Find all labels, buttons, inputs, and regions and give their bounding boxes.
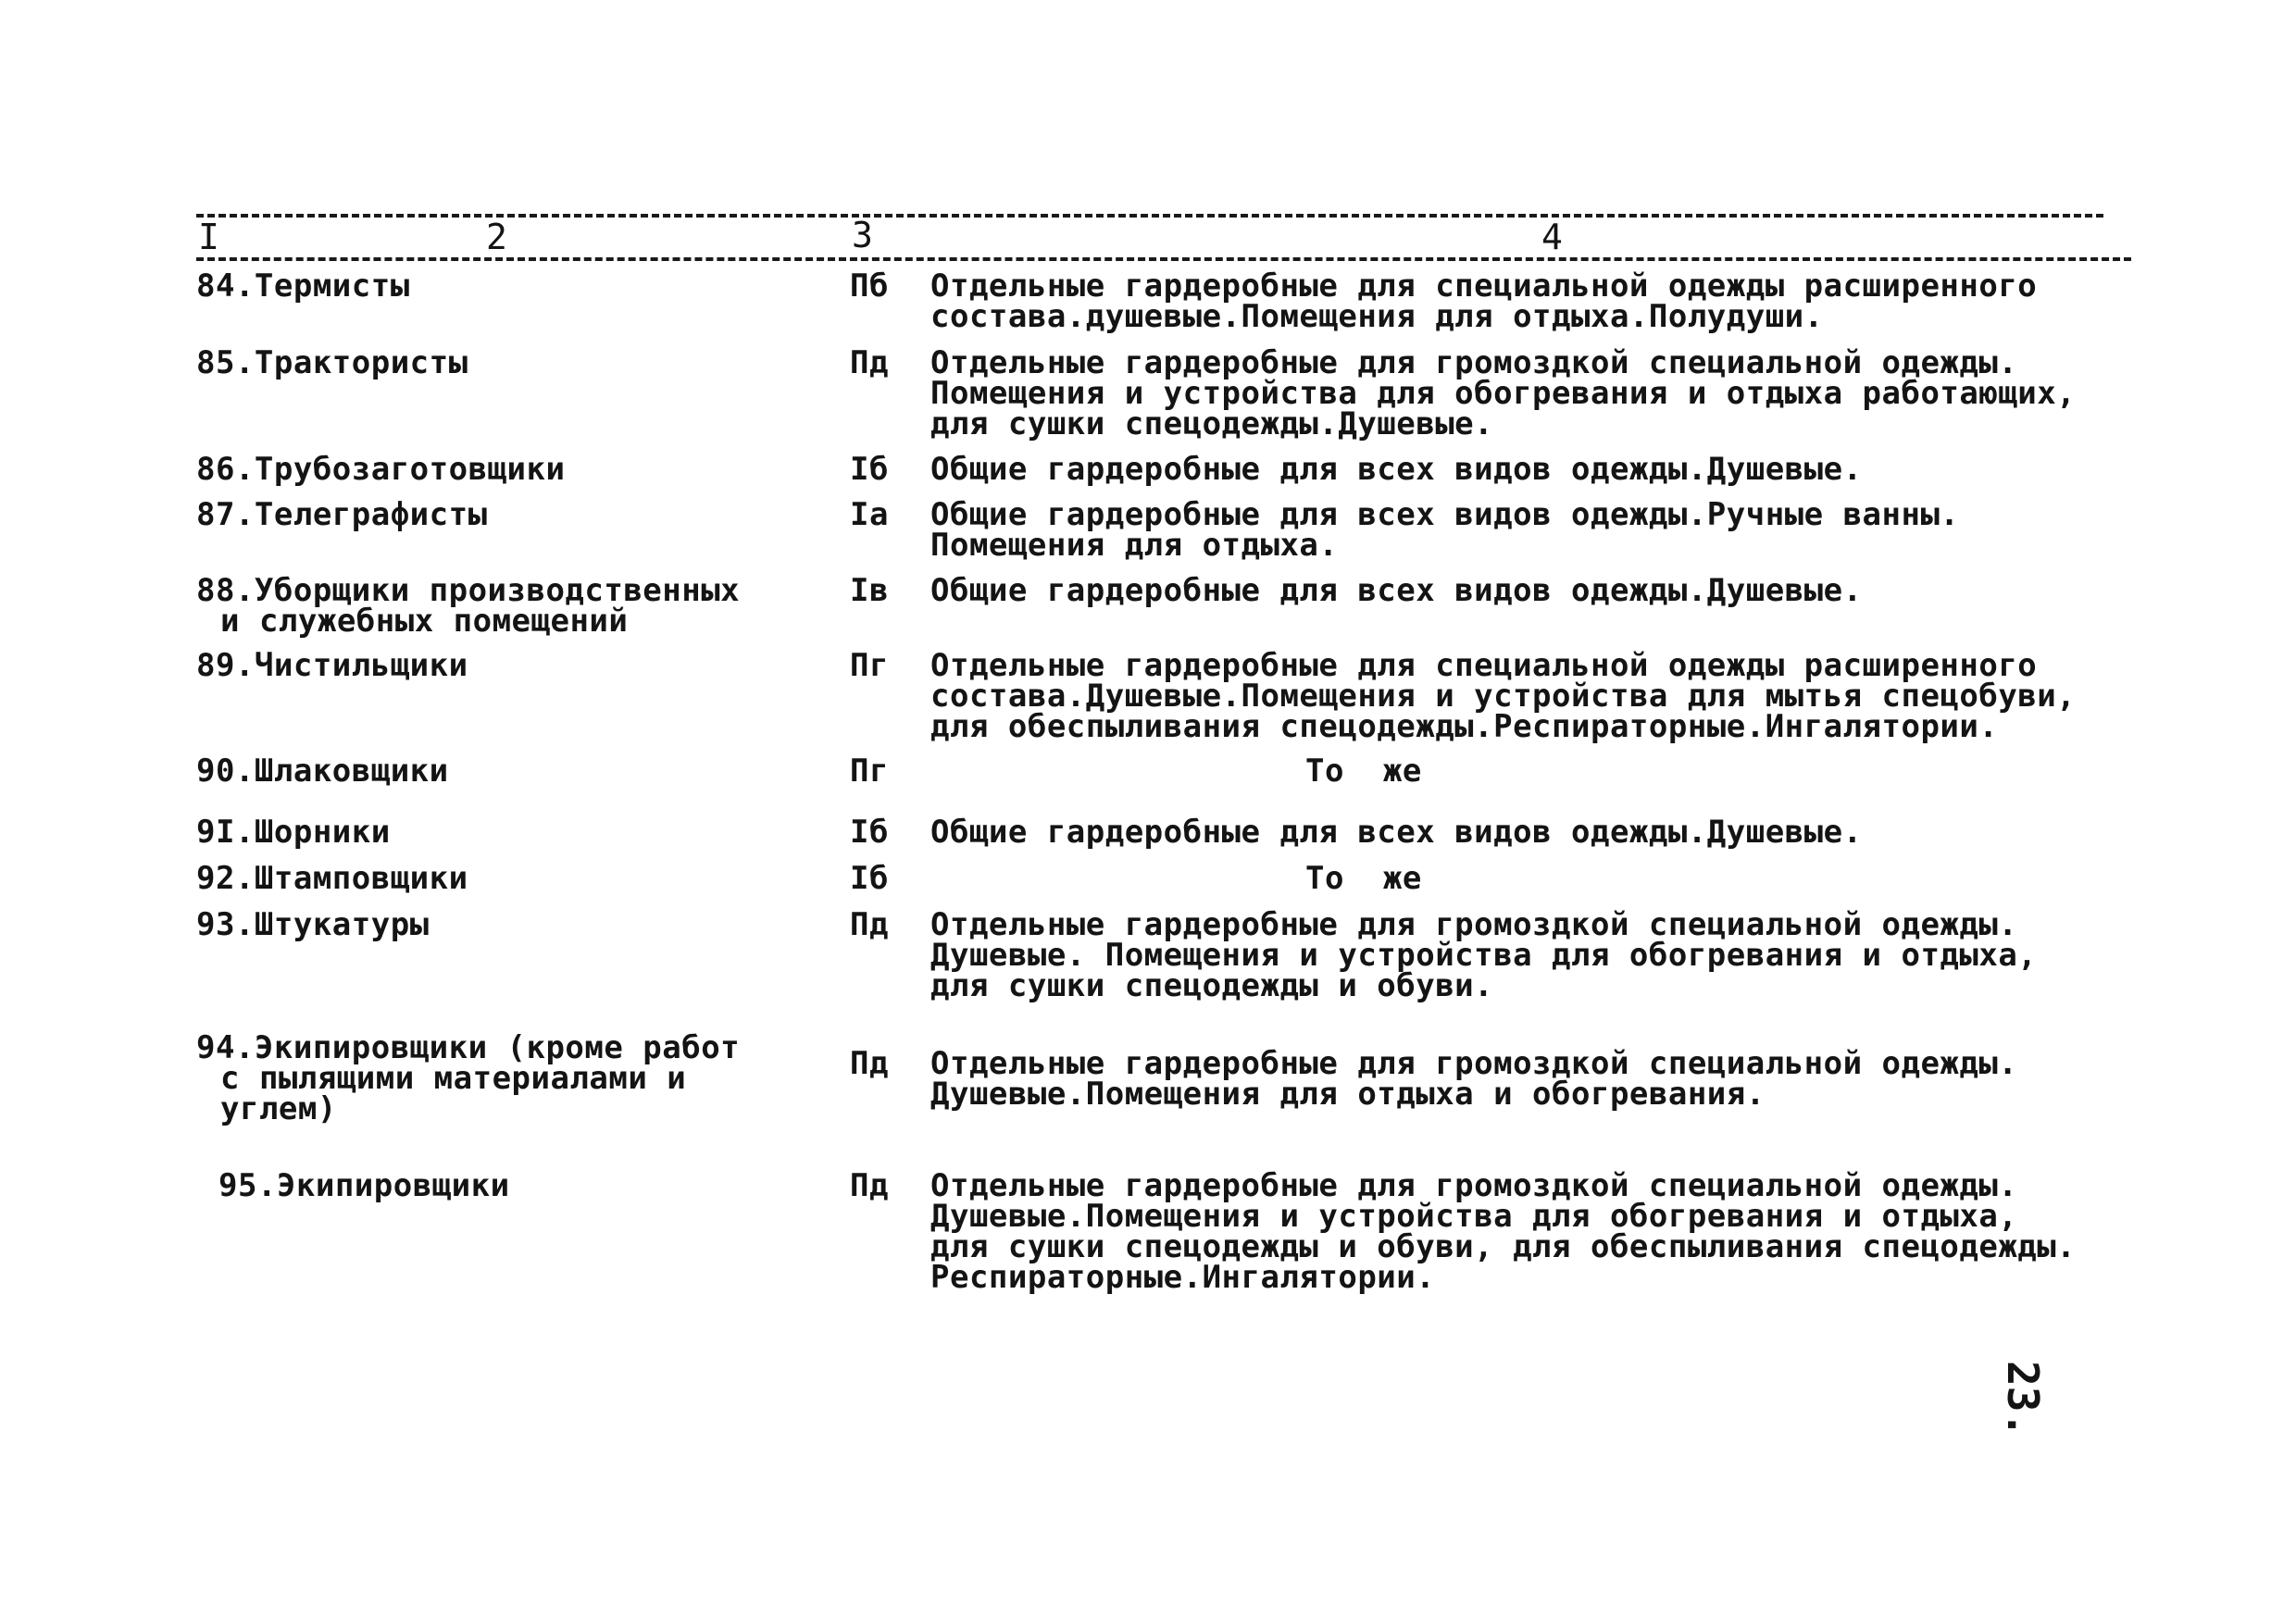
description-line: Помещения для отдыха. bbox=[930, 527, 1339, 564]
page-number: 23. bbox=[1998, 1361, 2048, 1438]
sanitary-group: Пг bbox=[850, 753, 889, 790]
column-header-2: 2 bbox=[486, 217, 507, 257]
column-header-3: 3 bbox=[852, 215, 873, 255]
sanitary-group: Iб bbox=[850, 814, 889, 851]
description-line: Отдельные гардеробные для громоздкой специальной одежды. bbox=[930, 1045, 2018, 1082]
sanitary-group: Iб bbox=[850, 451, 889, 488]
description-line: Отдельные гардеробные для громоздкой специальной одежды. bbox=[930, 906, 2018, 943]
sanitary-group: Пд bbox=[850, 906, 889, 943]
description-line: Отдельные гардеробные для громоздкой специальной одежды. bbox=[930, 344, 2018, 381]
description-line: Общие гардеробные для всех видов одежды.Душевые. bbox=[930, 814, 1863, 851]
sanitary-group: Iа bbox=[850, 496, 889, 533]
description-line: Общие гардеробные для всех видов одежды.Душевые. bbox=[930, 451, 1863, 488]
description-line: Помещения и устройства для обогревания и отдыха работающих, bbox=[930, 375, 2077, 412]
description-line: для сушки спецодежды и обуви. bbox=[930, 967, 1494, 1004]
profession-name: 87.Телеграфисты bbox=[196, 496, 488, 533]
profession-name: 86.Трубозаготовщики bbox=[196, 451, 566, 488]
header-top-rule bbox=[196, 214, 2103, 218]
description-line: Душевые. Помещения и устройства для обогревания и отдыха, bbox=[930, 937, 2038, 974]
profession-name-continued: и служебных помещений bbox=[220, 603, 629, 640]
description-line: Душевые.Помещения и устройства для обогревания и отдыха, bbox=[930, 1198, 2018, 1235]
description-line: Общие гардеробные для всех видов одежды.Душевые. bbox=[930, 572, 1863, 609]
description-line: Душевые.Помещения для отдыха и обогревания. bbox=[930, 1076, 1766, 1113]
ditto-text: То же bbox=[1305, 860, 1422, 897]
sanitary-group: Пд bbox=[850, 1045, 889, 1082]
description-line: Отдельные гардеробные для специальной одежды расширенного bbox=[930, 268, 2038, 305]
description-line: для обеспыливания спецодежды.Респираторные.Ингалятории. bbox=[930, 708, 1999, 745]
sanitary-group: Пд bbox=[850, 1167, 889, 1204]
description-line: Отдельные гардеробные для специальной одежды расширенного bbox=[930, 647, 2038, 684]
profession-name: 95.Экипировщики bbox=[218, 1167, 510, 1204]
description-line: Респираторные.Ингалятории. bbox=[930, 1259, 1436, 1296]
sanitary-group: Пб bbox=[850, 268, 889, 305]
description-line: Отдельные гардеробные для громоздкой специальной одежды. bbox=[930, 1167, 2018, 1204]
profession-name-continued: с пылящими материалами и bbox=[220, 1060, 687, 1097]
header-bottom-rule bbox=[196, 257, 2131, 261]
description-line: для сушки спецодежды и обуви, для обеспыливания спецодежды. bbox=[930, 1228, 2077, 1265]
profession-name: 93.Штукатуры bbox=[196, 906, 430, 943]
profession-name: 89.Чистильщики bbox=[196, 647, 468, 684]
profession-name: 88.Уборщики производственных bbox=[196, 572, 741, 609]
ditto-text: То же bbox=[1305, 753, 1422, 790]
profession-name-continued: углем) bbox=[220, 1090, 337, 1127]
description-line: Общие гардеробные для всех видов одежды.Ручные ванны. bbox=[930, 496, 1960, 533]
profession-name: 92.Штамповщики bbox=[196, 860, 468, 897]
description-line: состава.Душевые.Помещения и устройства для мытья спецобуви, bbox=[930, 678, 2077, 715]
description-line: состава.душевые.Помещения для отдыха.Полудуши. bbox=[930, 298, 1824, 335]
profession-name: 85.Трактористы bbox=[196, 344, 468, 381]
sanitary-group: Iб bbox=[850, 860, 889, 897]
description-line: для сушки спецодежды.Душевые. bbox=[930, 405, 1494, 442]
sanitary-group: Пг bbox=[850, 647, 889, 684]
profession-name: 84.Термисты bbox=[196, 268, 410, 305]
sanitary-group: Пд bbox=[850, 344, 889, 381]
profession-name: 90.Шлаковщики bbox=[196, 753, 449, 790]
column-header-1: I bbox=[198, 217, 219, 257]
column-header-4: 4 bbox=[1541, 217, 1563, 257]
sanitary-group: Iв bbox=[850, 572, 889, 609]
profession-name: 94.Экипировщики (кроме работ bbox=[196, 1029, 741, 1066]
profession-name: 9I.Шорники bbox=[196, 814, 391, 851]
